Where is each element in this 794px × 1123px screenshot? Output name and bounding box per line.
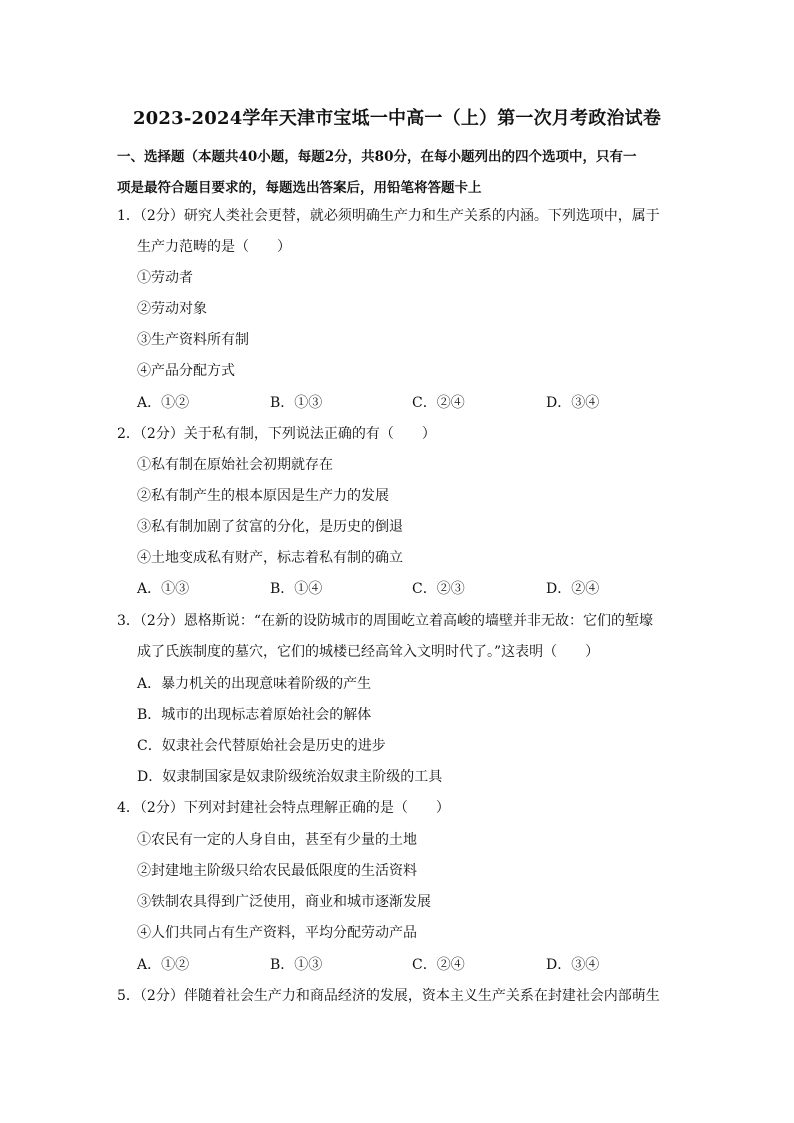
section-instructions [117, 142, 679, 204]
question-4-stem: 4．（2分）下列对封建社会特点理解正确的是（ ） [117, 800, 450, 816]
question-4-choice-d: D．③④ [546, 957, 600, 973]
question-2-choice-b: B．①④ [270, 581, 323, 597]
question-1-item: ④产品分配方式 [137, 363, 235, 379]
exam-title: 2023-2024学年天津市宝坻一中高一（上）第一次月考政治试卷 [132, 108, 662, 129]
question-4-item: ④人们共同占有生产资料，平均分配劳动产品 [137, 925, 417, 941]
question-2-item: ④土地变成私有财产，标志着私有制的确立 [137, 550, 403, 566]
question-1-stem-cont: 生产力范畴的是（ ） [137, 239, 291, 255]
question-2-stem: 2．（2分）关于私有制，下列说法正确的有（ ） [117, 426, 436, 442]
section-instructions-line1: 一、选择题（本题共40小题，每题2分，共80分，在每小题列出的四个选项中，只有一 [117, 149, 637, 165]
question-4-choice-c: C．②④ [412, 957, 465, 973]
question-2-item: ①私有制在原始社会初期就存在 [137, 457, 333, 473]
question-1-item: ②劳动对象 [137, 301, 207, 317]
question-3-stem: 3．（2分）恩格斯说：“在新的设防城市的周围屹立着高峻的墙壁并非无故：它们的堑壕 [117, 613, 653, 629]
question-2-choice-d: D．②④ [546, 581, 600, 597]
question-4-item: ②封建地主阶级只给农民最低限度的生活资料 [137, 863, 417, 879]
question-3-option-c: C．奴隶社会代替原始社会是历史的进步 [137, 738, 386, 754]
question-2-item: ②私有制产生的根本原因是生产力的发展 [137, 488, 389, 504]
question-2-choice-a: A．①③ [137, 581, 190, 597]
question-1-choice-a: A．①② [137, 395, 190, 411]
question-2-choice-c: C．②③ [412, 581, 465, 597]
question-4-item: ③铁制农具得到广泛使用，商业和城市逐渐发展 [137, 894, 431, 910]
question-1-item: ①劳动者 [137, 270, 193, 286]
question-3-option-d: D．奴隶制国家是奴隶阶级统治奴隶主阶级的工具 [137, 769, 443, 785]
question-4-choice-b: B．①③ [270, 957, 323, 973]
question-3-option-a: A．暴力机关的出现意味着阶级的产生 [137, 676, 372, 692]
question-5-stem: 5．（2分）伴随着社会生产力和商品经济的发展，资本主义生产关系在封建社会内部萌生 [117, 988, 660, 1004]
question-4-item: ①农民有一定的人身自由，甚至有少量的土地 [137, 832, 417, 848]
question-3-option-b: B．城市的出现标志着原始社会的解体 [137, 707, 372, 723]
question-1-choice-d: D．③④ [546, 395, 600, 411]
question-1-choice-c: C．②④ [412, 395, 465, 411]
question-1-stem: 1．（2分）研究人类社会更替，就必须明确生产力和生产关系的内涵。下列选项中，属于 [117, 208, 660, 224]
question-1-choice-b: B．①③ [270, 395, 323, 411]
question-2-item: ③私有制加剧了贫富的分化，是历史的倒退 [137, 519, 403, 535]
section-instructions-line2: 项是最符合题目要求的，每题选出答案后，用铅笔将答题卡上 [117, 180, 482, 196]
question-4-choice-a: A．①② [137, 957, 190, 973]
question-1-item: ③生产资料所有制 [137, 332, 249, 348]
question-3-stem-cont: 成了氏族制度的墓穴，它们的城楼已经高耸入文明时代了。”这表明（ ） [137, 644, 600, 660]
